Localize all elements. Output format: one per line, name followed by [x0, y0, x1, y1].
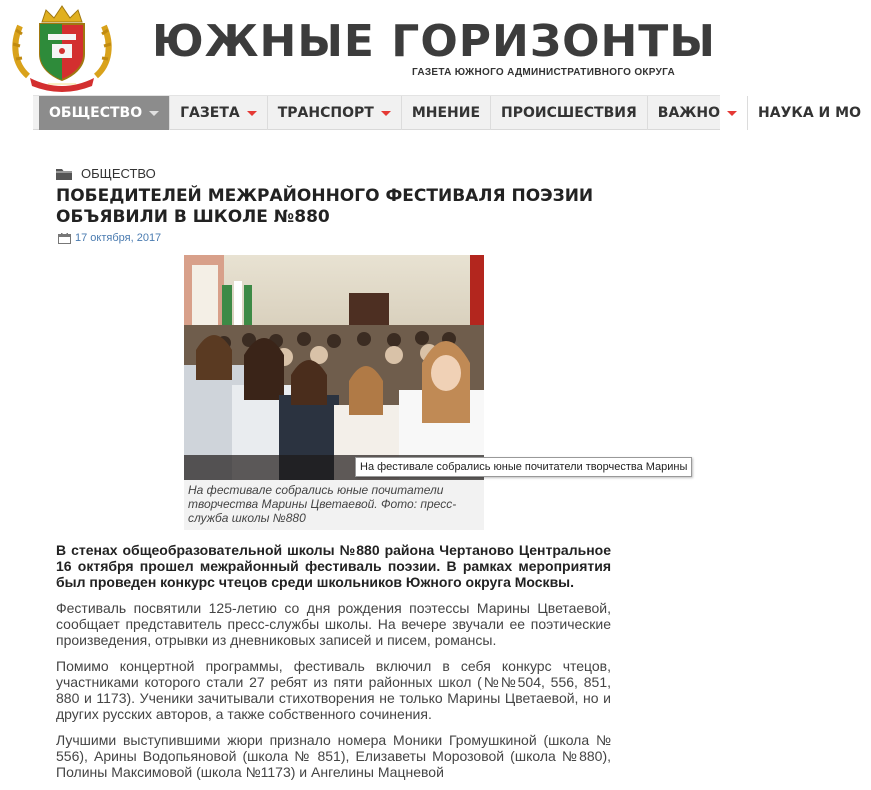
- article-paragraph: Фестиваль посвятили 125-летию со дня рождения поэтессы Марины Цветаевой, сообщает представитель пресс-службы школы. На вечере звучали ее поэтические произведения, отрывки из дневниковых записей и писем, романсы.: [56, 600, 611, 648]
- photo-caption: На фестивале собрались юные почитатели творчества Марины Цветаевой. Фото: пресс-служба школы №880: [188, 483, 457, 525]
- photo-caption-box: [184, 480, 484, 530]
- calendar-icon: [58, 233, 71, 244]
- nav-item-label: НАУКА И МО: [758, 105, 861, 121]
- coat-of-arms-icon[interactable]: [8, 4, 116, 90]
- chevron-down-icon: [381, 111, 391, 116]
- article-category[interactable]: [56, 166, 156, 181]
- article-paragraph: Лучшими выступившими жюри признало номера Моники Громушкиной (школа № 556), Арины Водопьяновой (школа № 851), Елизаветы Морозовой (школа №880), Полины Максимовой (школа №1173) и Ангелины Мацневой: [56, 732, 611, 780]
- nav-item-label: ПРОИСШЕСТВИЯ: [501, 105, 637, 121]
- nav-item-proisshestviya[interactable]: [491, 96, 648, 130]
- nav-item-label: ОБЩЕСТВО: [49, 105, 143, 121]
- nav-item-mnenie[interactable]: [402, 96, 491, 130]
- article-lead: В стенах общеобразовательной школы №880 района Чертаново Центральное 16 октября прошел межрайонный фестиваль поэзии. В рамках мероприятия был проведен конкурс чтецов среди школьников Южного округа Москвы.: [56, 542, 611, 590]
- nav-item-label: МНЕНИЕ: [411, 105, 481, 121]
- site-header: [0, 0, 720, 92]
- chevron-down-icon: [247, 111, 257, 116]
- nav-item-label: ГАЗЕТА: [180, 105, 240, 121]
- category-label[interactable]: ОБЩЕСТВО: [81, 166, 156, 181]
- date-label[interactable]: 17 октября, 2017: [75, 232, 162, 244]
- main-nav: [33, 95, 861, 130]
- article-body: [56, 542, 611, 790]
- article-date[interactable]: [58, 232, 161, 244]
- chevron-down-icon: [727, 111, 737, 116]
- nav-item-vazhno[interactable]: [648, 96, 748, 130]
- nav-item-transport[interactable]: [268, 96, 402, 130]
- site-title[interactable]: ЮЖНЫЕ ГОРИЗОНТЫ: [152, 16, 716, 67]
- site-subtitle: ГАЗЕТА ЮЖНОГО АДМИНИСТРАТИВНОГО ОКРУГА: [412, 67, 676, 78]
- nav-item-nauka[interactable]: [748, 96, 871, 130]
- nav-item-obshchestvo[interactable]: [39, 96, 170, 130]
- nav-item-gazeta[interactable]: [170, 96, 268, 130]
- article-title: ПОБЕДИТЕЛЕЙ МЕЖРАЙОННОГО ФЕСТИВАЛЯ ПОЭЗИИ ОБЪЯВИЛИ В ШКОЛЕ №880: [56, 186, 594, 227]
- article-paragraph: Помимо концертной программы, фестиваль включил в себя конкурс чтецов, участниками которого стали 27 ребят из пяти районных школ (№№504, 556, 851, 880 и 1173). Ученики зачитывали стихотворения не только Марины Цветаевой, но и других русских авторов, а также собственного сочинения.: [56, 658, 611, 722]
- folder-icon: [56, 168, 72, 180]
- nav-item-label: ВАЖНО: [657, 105, 721, 121]
- photo-tooltip: На фестивале собрались юные почитатели творчества Марины: [355, 457, 692, 477]
- chevron-down-icon: [149, 111, 159, 116]
- article-photo[interactable]: [184, 255, 484, 480]
- nav-item-label: ТРАНСПОРТ: [277, 105, 374, 121]
